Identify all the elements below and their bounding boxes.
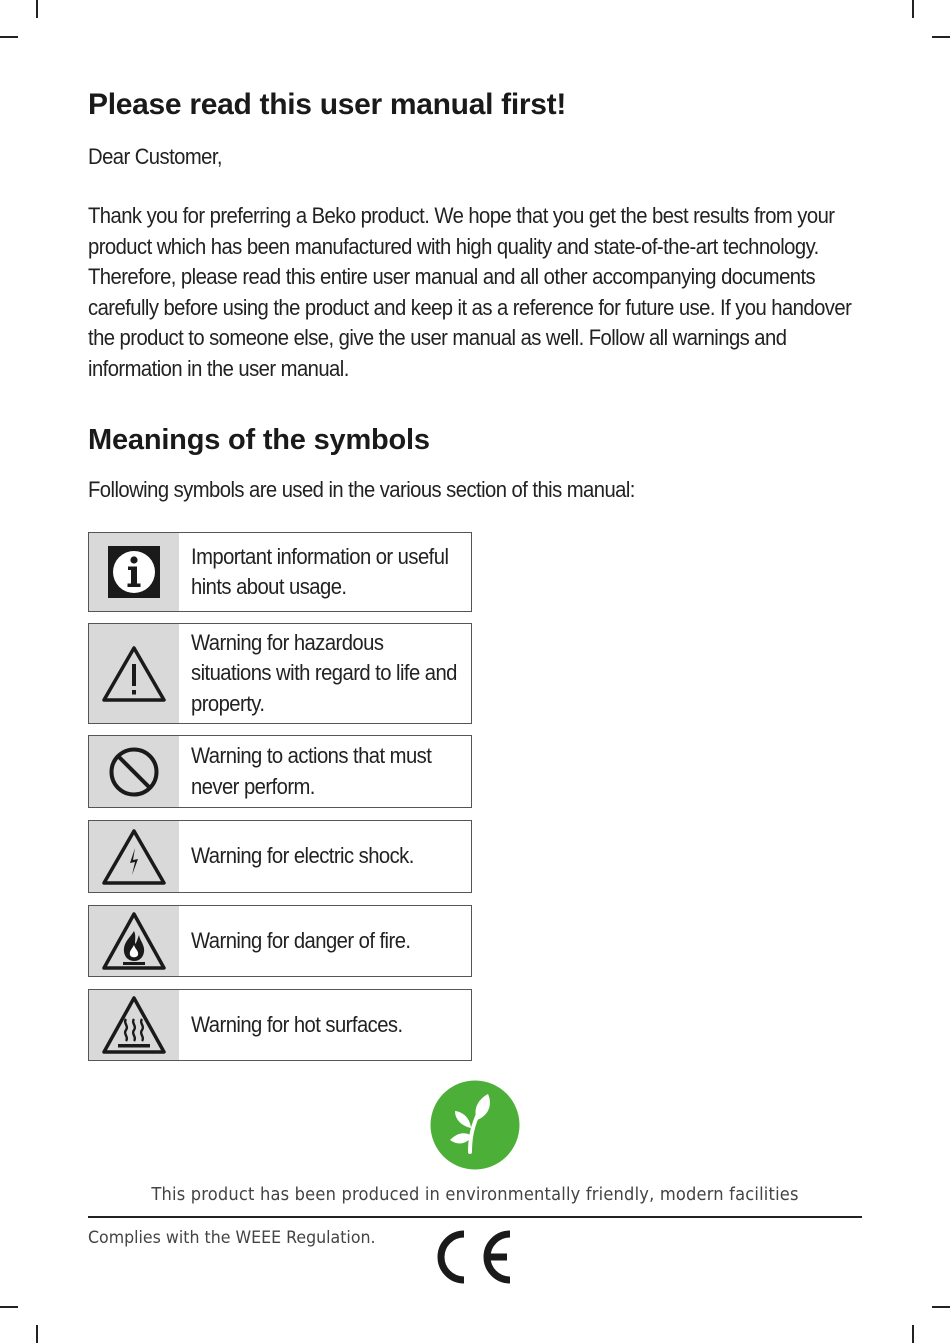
prohibited-icon — [89, 736, 179, 807]
symbol-row-fire — [88, 905, 472, 977]
symbol-row-info — [88, 532, 472, 612]
symbol-row-prohibited — [88, 735, 472, 808]
symbol-description: Warning for hot surfaces. — [191, 1011, 403, 1037]
divider — [88, 1216, 862, 1218]
ce-mark-icon — [434, 1228, 516, 1286]
page-title: Please read this user manual first! — [88, 88, 567, 121]
symbol-description: Warning for electric shock. — [191, 843, 414, 869]
hot-surface-icon — [89, 990, 179, 1060]
eco-leaf-icon — [430, 1080, 520, 1170]
symbol-description: Important information or useful hints about usage. — [191, 543, 449, 599]
symbol-row-hot-surface — [88, 989, 472, 1061]
crop-mark — [0, 1306, 18, 1308]
symbol-description: Warning to actions that must never perform. — [191, 743, 432, 799]
electric-shock-icon — [89, 821, 179, 892]
warning-icon — [89, 624, 179, 723]
crop-mark — [932, 1306, 950, 1308]
crop-mark — [0, 36, 18, 38]
symbol-row-electric-shock — [88, 820, 472, 893]
symbol-row-warning — [88, 623, 472, 724]
eco-statement: This product has been produced in environmentally friendly, modern facilities — [151, 1185, 799, 1205]
crop-mark — [36, 1325, 38, 1343]
crop-mark — [932, 36, 950, 38]
crop-mark — [36, 0, 38, 18]
intro-paragraph: Thank you for preferring a Beko product. We hope that you get the best results from your product which has been manufactured with high quality and state-of-the-art technology. Therefore, please read this entire user manual and all other accompanying documents carefully before using the product and keep it as a reference for future use. If you handover the product to someone else, give the user manual as well. Follow all warnings and information in the user manual. — [88, 203, 852, 381]
crop-mark — [912, 1325, 914, 1343]
weee-statement: Complies with the WEEE Regulation. — [88, 1228, 376, 1248]
section-intro: Following symbols are used in the various section of this manual: — [88, 477, 635, 502]
crop-mark — [912, 0, 914, 18]
info-icon — [89, 533, 179, 611]
greeting: Dear Customer, — [88, 144, 223, 169]
symbol-description: Warning for hazardous situations with regard to life and property. — [191, 629, 457, 716]
section-heading: Meanings of the symbols — [88, 424, 430, 456]
symbol-description: Warning for danger of fire. — [191, 927, 411, 953]
fire-icon — [89, 906, 179, 976]
